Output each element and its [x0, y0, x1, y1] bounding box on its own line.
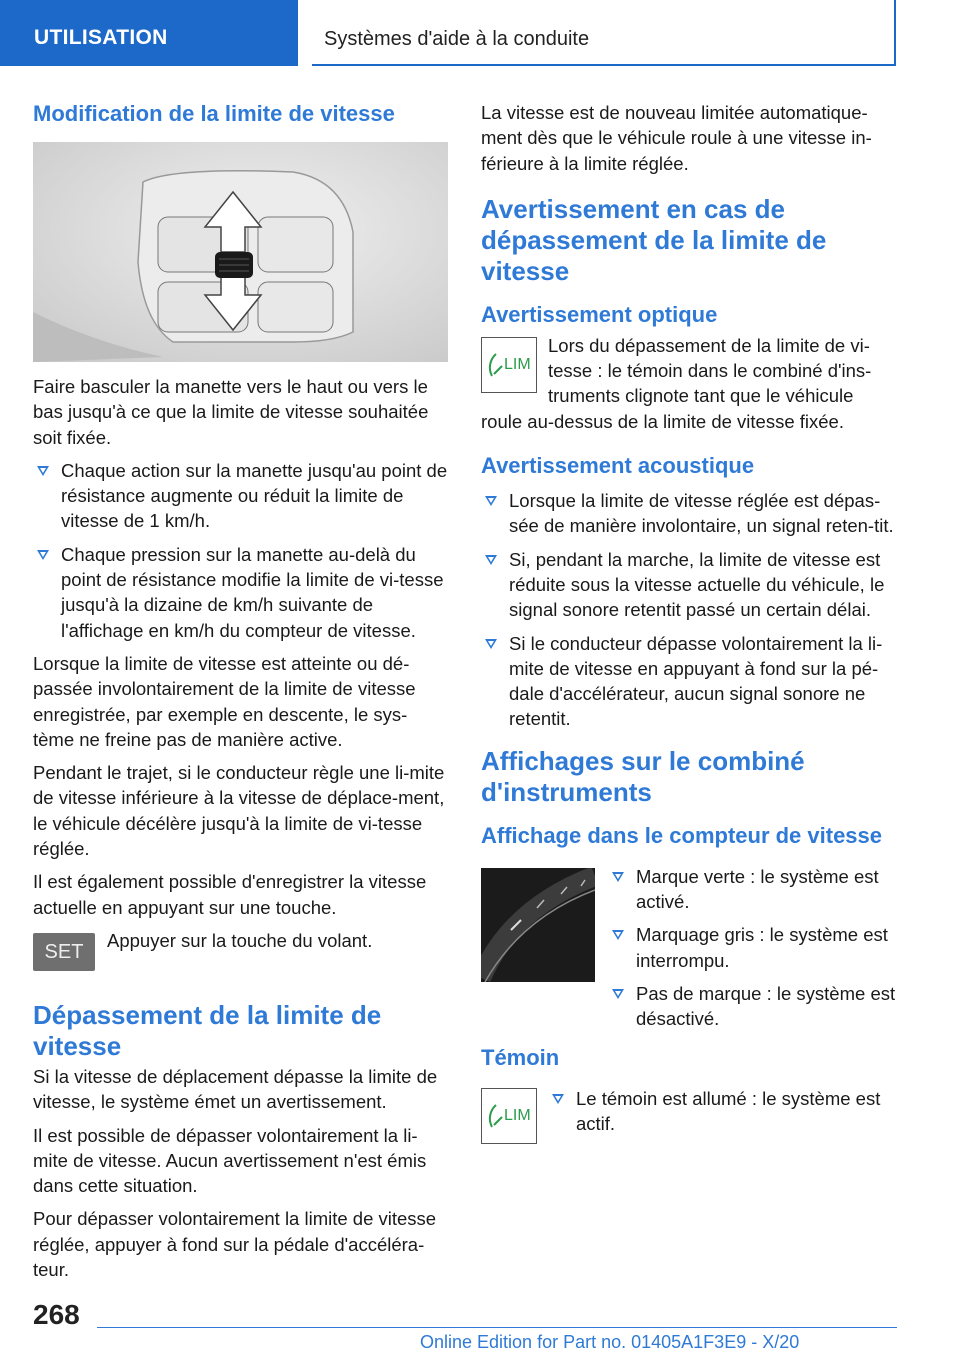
footer-edition: Online Edition for Part no. 01405A1F3E9 - X/20 — [420, 1332, 800, 1352]
bullet-list — [608, 864, 896, 1040]
heading-modification: Modification de la limite de vitesse — [33, 101, 395, 126]
section-title: UTILISATION — [34, 26, 168, 49]
optique-text: Lors du dépassement de la limite de vi-tesse : le témoin dans le combiné d'ins-truments clignote tant que le véhicule — [548, 334, 872, 407]
bullet-list — [33, 458, 448, 643]
subheading-acoustique: Avertissement acoustique — [481, 453, 755, 479]
set-button-icon: SET — [33, 933, 95, 971]
list-item: Chaque pression sur la manette au-delà du point de résistance modifie la limite de vi-tesse jusqu'à la dizaine de km/h suivante de l'affichage en km/h du compteur de vitesse. — [33, 542, 448, 643]
subheading-optique: Avertissement optique — [481, 301, 718, 327]
subheading-compteur: Affichage dans le compteur de vitesse — [481, 822, 883, 848]
set-text: Appuyer sur la touche du volant. — [107, 929, 373, 951]
paragraph: La vitesse est de nouveau limitée automatique-ment dès que le véhicule roule à une vitesse in-férieure à la limite réglée. — [481, 102, 872, 174]
heading-depassement: Dépassement de la limite de vitesse — [33, 999, 382, 1061]
steering-wheel-buttons-image — [33, 142, 448, 362]
optique-text-cont: roule au-dessus de la limite de vitesse fixée. — [481, 410, 844, 432]
section-tab — [0, 0, 298, 66]
footer-divider — [97, 1327, 897, 1328]
list-item: Chaque action sur la manette jusqu'au point de résistance augmente ou réduit la limite de vitesse de 1 km/h. — [33, 458, 448, 534]
lim-indicator-icon: LIM — [481, 1088, 537, 1144]
paragraph: Lorsque la limite de vitesse est atteinte ou dé-passée involontairement de la limite de vitesse enregistrée, par exemple en descente, le sys-tème ne freine pas de manière active. — [33, 652, 416, 750]
paragraph: Il est également possible d'enregistrer la vitesse actuelle en appuyant sur une touche. — [33, 871, 427, 918]
triangle-bullet-icon — [612, 930, 624, 940]
page-number: 268 — [33, 1299, 80, 1330]
triangle-bullet-icon — [485, 555, 497, 565]
compteur-block — [481, 864, 896, 1044]
paragraph: Il est possible de dépasser volontairement la li-mite de vitesse. Aucun avertissement n'est émis dans cette situation. — [33, 1124, 427, 1197]
list-item: Si, pendant la marche, la limite de vitesse est réduite sous la vitesse actuelle du véhicule, le signal sonore retentit passé un certain délai. — [481, 547, 896, 623]
list-item: Marque verte : le système est activé. — [608, 864, 896, 915]
list-item: Lorsque la limite de vitesse réglée est dépas-sée de manière involontaire, un signal reten-tit. — [481, 488, 896, 539]
list-item: Le témoin est allumé : le système est actif. — [548, 1086, 896, 1137]
speedometer-marking-image — [481, 868, 595, 982]
chapter-header — [312, 0, 896, 66]
optique-block — [481, 333, 896, 434]
triangle-bullet-icon — [485, 639, 497, 649]
triangle-bullet-icon — [552, 1094, 564, 1104]
triangle-bullet-icon — [485, 496, 497, 506]
right-column — [481, 100, 896, 1156]
bullet-list — [481, 488, 896, 732]
triangle-bullet-icon — [612, 872, 624, 882]
triangle-bullet-icon — [37, 550, 49, 560]
triangle-bullet-icon — [612, 989, 624, 999]
left-column — [33, 100, 448, 1290]
temoin-block — [481, 1086, 896, 1156]
heading-avertissement: Avertissement en cas de dépassement de la limite de vitesse — [481, 193, 827, 286]
paragraph: Pour dépasser volontairement la limite de vitesse réglée, appuyer à fond sur la pédale d'accéléra-teur. — [33, 1208, 437, 1281]
list-item: Marquage gris : le système est interrompu. — [608, 922, 896, 973]
paragraph: Si la vitesse de déplacement dépasse la limite de vitesse, le système émet un avertissement. — [33, 1065, 438, 1113]
chapter-title: Systèmes d'aide à la conduite — [324, 28, 590, 50]
triangle-bullet-icon — [37, 466, 49, 476]
subheading-temoin: Témoin — [481, 1044, 560, 1070]
list-item: Pas de marque : le système est désactivé. — [608, 981, 896, 1032]
lim-warning-icon: LIM — [481, 337, 537, 393]
paragraph: Faire basculer la manette vers le haut ou vers le bas jusqu'à ce que la limite de vitesse souhaitée soit fixée. — [33, 376, 429, 448]
list-item: Si le conducteur dépasse volontairement la li-mite de vitesse en appuyant à fond sur la pé-dale d'accélérateur, aucun signal sonore ne retentit. — [481, 631, 896, 732]
paragraph: Pendant le trajet, si le conducteur règle une li-mite de vitesse inférieure à la vitesse de déplace-ment, le véhicule décélère jusqu'à la limite de vi-tesse réglée. — [33, 762, 445, 860]
heading-affichages: Affichages sur le combiné d'instruments — [481, 745, 805, 807]
bullet-list — [548, 1086, 896, 1145]
set-instruction — [33, 928, 448, 984]
